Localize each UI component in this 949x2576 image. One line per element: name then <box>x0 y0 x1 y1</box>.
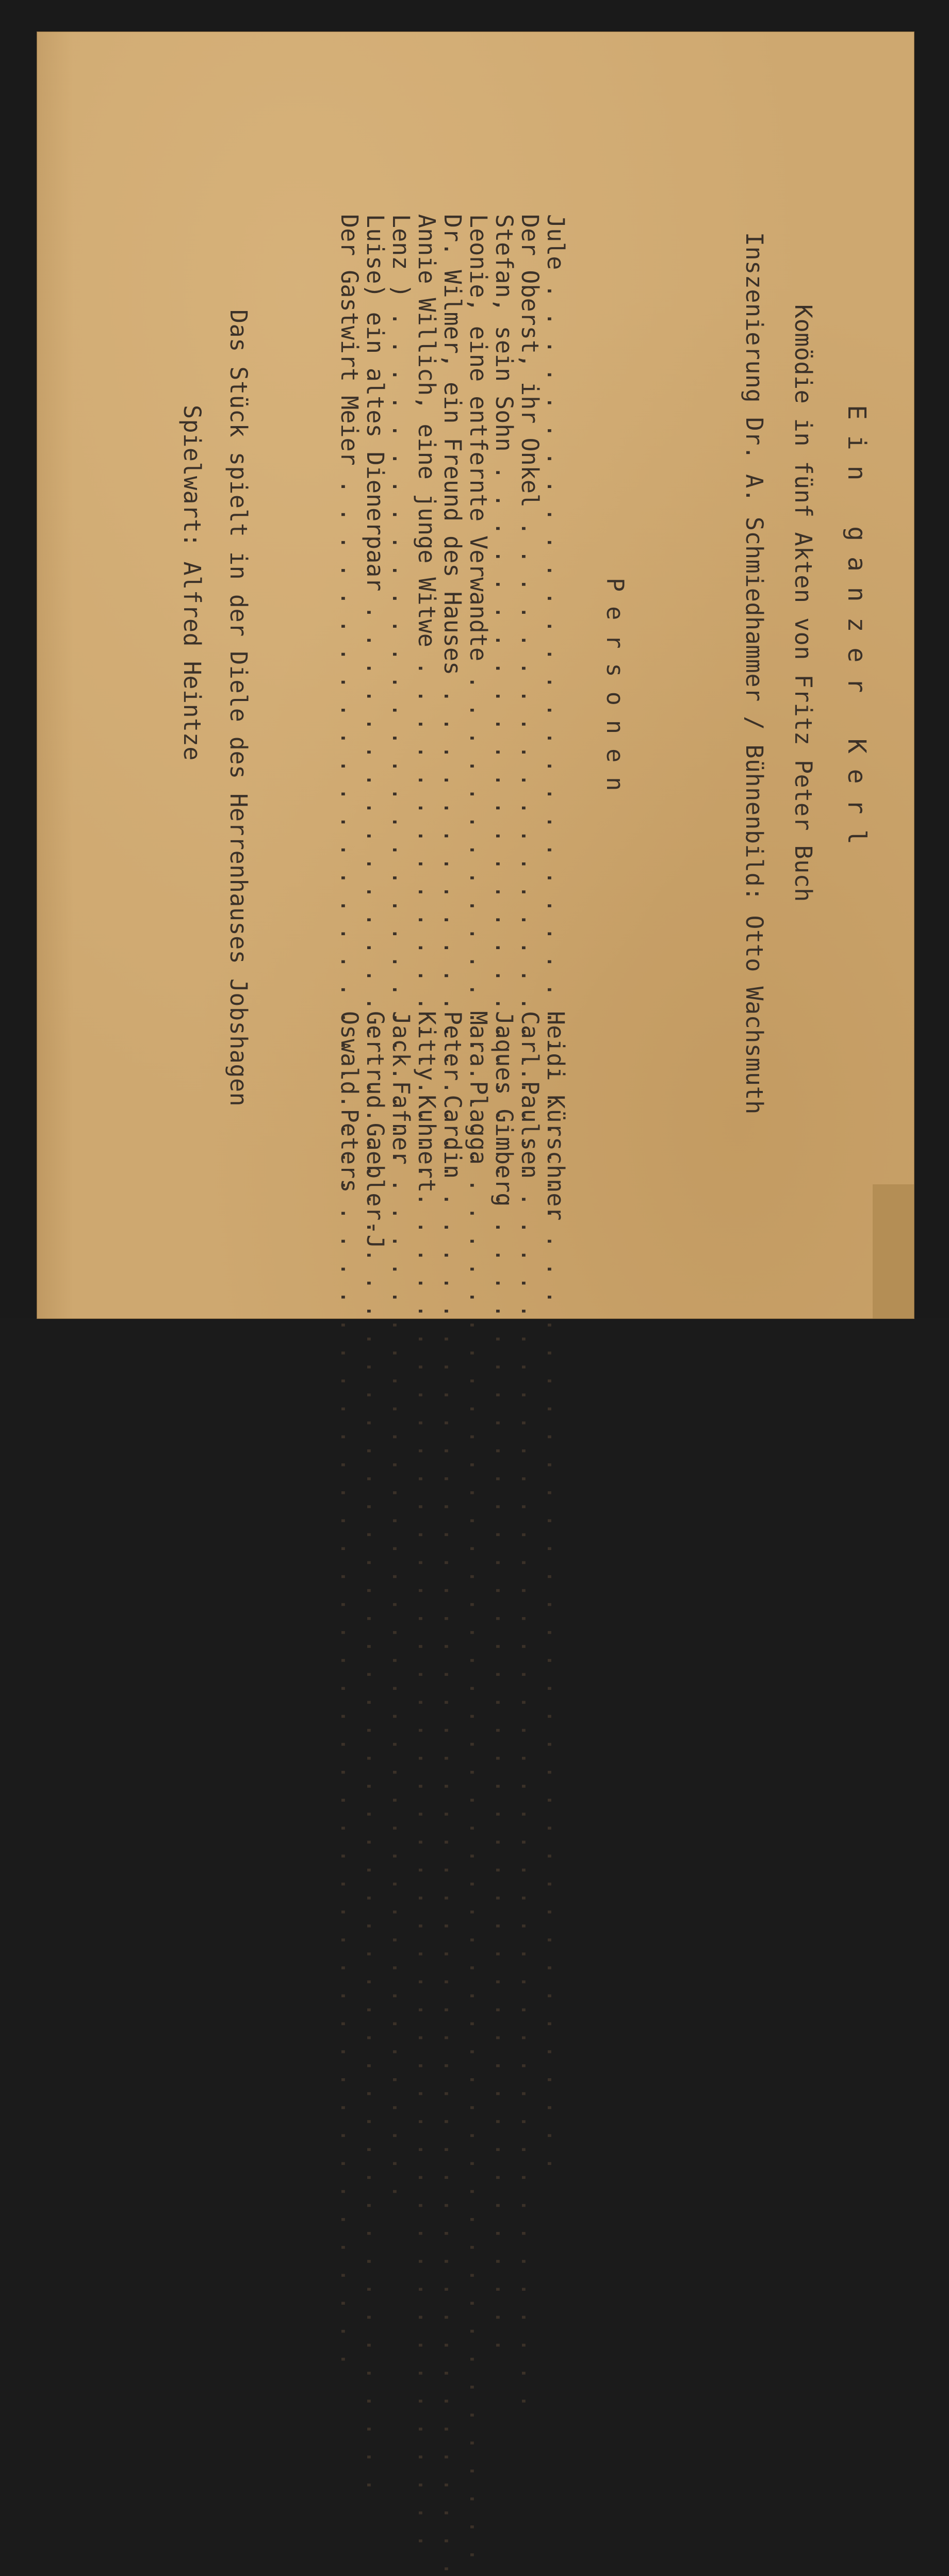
cast-actor: Jaques Gimberg <box>490 1011 518 1207</box>
cast-row <box>413 214 438 1349</box>
cast-role: Stefan, sein Sohn . . . <box>493 214 516 1011</box>
cast-role: Luise) ein altes Dienerpaar . . . <box>364 214 387 1011</box>
play-title: E i n g a n z e r K e r l <box>842 405 871 845</box>
cast-role: Annie Willich, eine junge Witwe . . . <box>415 214 438 1011</box>
cast-role: Lenz ) . . . <box>389 214 413 1011</box>
cast-actor: Heidi Kürschner <box>542 1011 569 1221</box>
paper-corner <box>873 1184 914 1318</box>
cast-role: Jule . . . <box>544 214 567 1011</box>
play-subtitle: Komödie in fünf Akten von Fritz Peter Buch <box>790 304 817 902</box>
stage-manager: Spielwart: Alfred Heintze <box>178 405 206 761</box>
cast-row <box>516 214 542 1349</box>
cast-role: Dr. Wilmer, ein Freund des Hauses . . . <box>441 214 464 1011</box>
cast-role: Der Gastwirt Meier . . . <box>338 214 361 1011</box>
cast-row <box>335 214 361 1349</box>
cast-row <box>464 214 490 1349</box>
cast-actor: Mara Plagga <box>465 1011 492 1165</box>
cast-heading: P e r s o n e n <box>601 578 629 791</box>
cast-list <box>335 214 567 1349</box>
cast-actor: Jack Fafner <box>387 1011 415 1165</box>
cast-row <box>542 214 567 1349</box>
cast-actor: Carl.Paulsen <box>516 1011 544 1179</box>
cast-row <box>387 214 413 1349</box>
play-setting: Das Stück spielt in der Diele des Herrenhauses Jobshagen <box>225 309 252 1107</box>
cast-actor: Gertrud Gaebler-J <box>362 1011 389 1249</box>
cast-role: Leonie, eine entfernte Verwandte . . . <box>467 214 490 1011</box>
cast-actor: Peter Cardin <box>439 1011 466 1179</box>
cast-role: Der Oberst, ihr Onkel . . . <box>518 214 542 1011</box>
cast-actor: Oswald Peters <box>336 1011 363 1193</box>
cast-row <box>361 214 387 1349</box>
production-credits: Inszenierung Dr. A. Schmiedhammer / Bühnenbild: Otto Wachsmuth <box>741 232 768 1115</box>
rotated-program-text <box>178 155 871 1341</box>
cast-row <box>490 214 516 1349</box>
cast-actor: Kitty Kuhnert <box>413 1011 440 1193</box>
cast-row <box>438 214 464 1349</box>
